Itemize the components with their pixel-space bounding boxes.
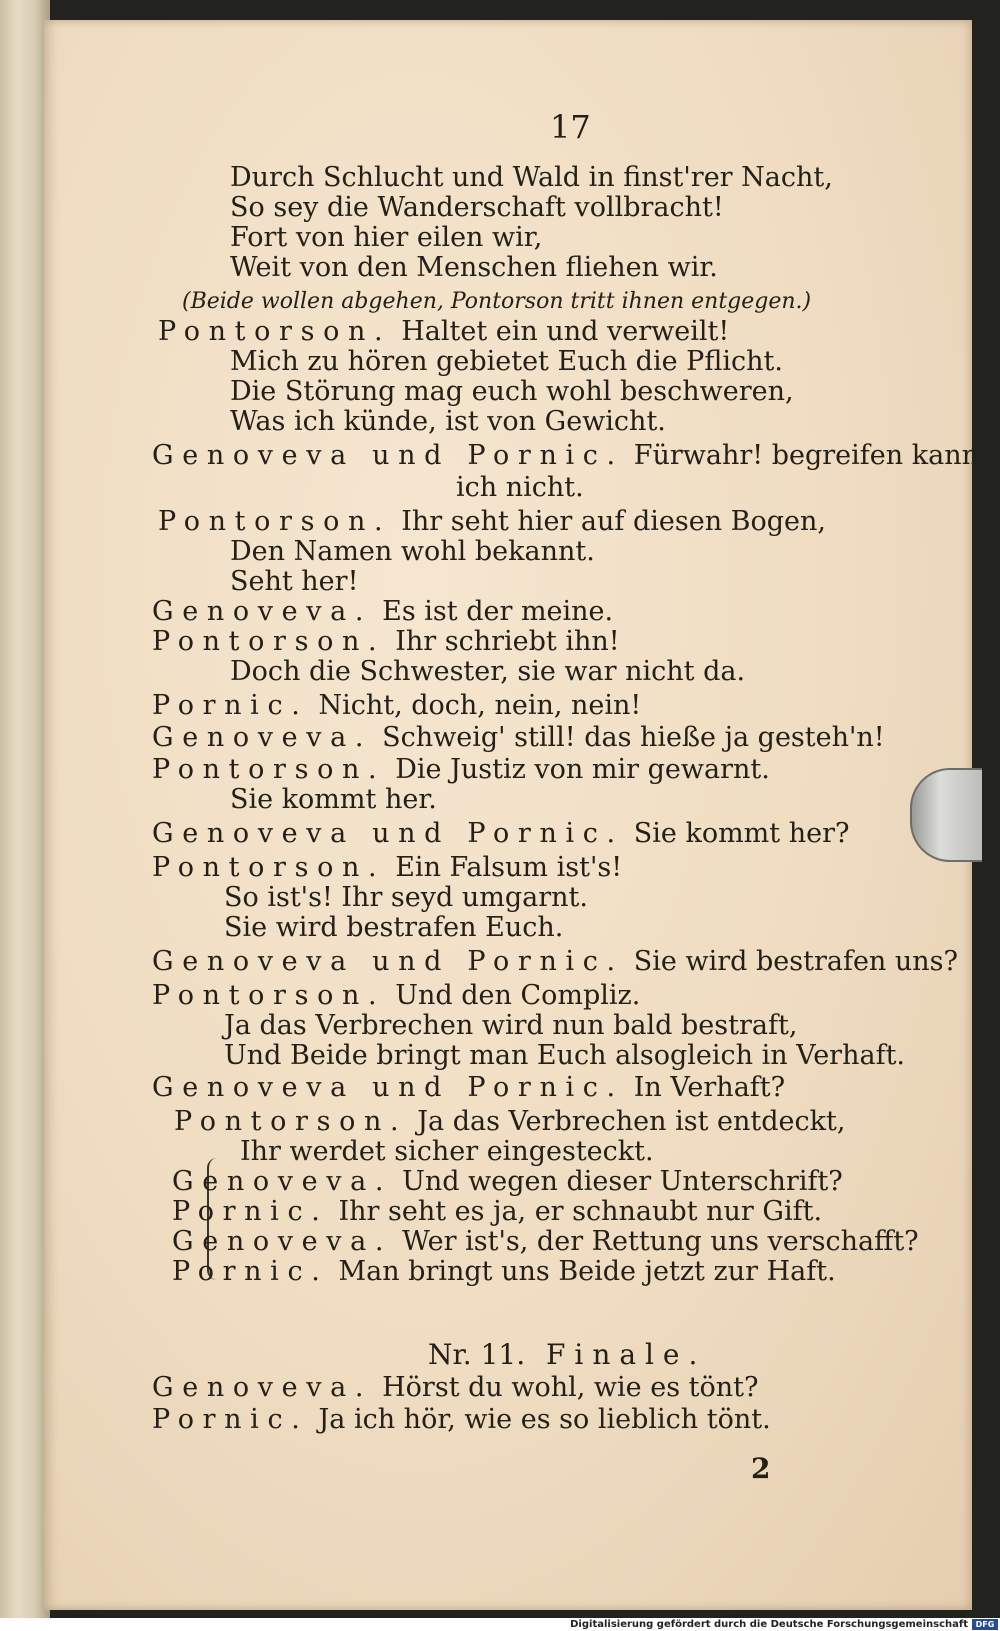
dialogue-line <box>158 506 826 538</box>
line-text: Sie wird bestrafen uns? <box>633 946 959 977</box>
speaker-name: Pontorson. <box>152 754 386 785</box>
line-text: Was ich künde, ist von Gewicht. <box>230 406 666 437</box>
line-text: Und den Compliz. <box>395 980 641 1011</box>
footer-bar <box>0 1618 1000 1631</box>
speaker-name: Pontorson. <box>174 1106 408 1137</box>
line-text: So ist's! Ihr seyd umgarnt. <box>224 882 588 913</box>
dialogue-line <box>152 1372 758 1404</box>
dialogue-line <box>152 754 770 786</box>
line-text: Es ist der meine. <box>382 596 614 627</box>
speaker-name: Pontorson. <box>152 852 386 883</box>
line-text: Sie wird bestrafen Euch. <box>224 912 564 943</box>
line-text: Doch die Schwester, sie war nicht da. <box>230 656 746 687</box>
section-number: Nr. 11. <box>428 1338 526 1371</box>
line-text: Und wegen dieser Unterschrift? <box>402 1166 843 1197</box>
speaker-name: Genoveva und Pornic. <box>152 946 624 977</box>
dialogue-line <box>152 626 620 658</box>
line-text: Man bringt uns Beide jetzt zur Haft. <box>338 1256 836 1287</box>
text-line <box>230 656 745 688</box>
speaker-name: Genoveva. <box>152 596 373 627</box>
speaker-name: Genoveva. <box>172 1226 393 1257</box>
section-title: Finale. <box>546 1338 707 1371</box>
text-line <box>240 1136 654 1168</box>
line-text: Fort von hier eilen wir, <box>230 222 543 253</box>
dialogue-line <box>172 1196 822 1228</box>
line-text: Hörst du wohl, wie es tönt? <box>382 1372 759 1403</box>
text-line <box>230 346 783 378</box>
speaker-name: Genoveva. <box>172 1166 393 1197</box>
dfg-logo: DFG <box>972 1619 998 1630</box>
speaker-name: Genoveva und Pornic. <box>152 818 624 849</box>
text-line <box>224 1040 905 1072</box>
text-line <box>230 536 595 568</box>
line-text: Ihr seht es ja, er schnaubt nur Gift. <box>338 1196 823 1227</box>
text-line <box>224 912 563 944</box>
line-text: Ja das Verbrechen ist entdeckt, <box>417 1106 846 1137</box>
line-text: Die Störung mag euch wohl beschweren, <box>230 376 794 407</box>
dialogue-line <box>172 1226 919 1258</box>
line-text: Nicht, doch, nein, nein! <box>318 690 642 721</box>
speaker-name: Pornic. <box>152 690 309 721</box>
line-text: Schweig' still! das hieße ja gesteh'n! <box>382 722 885 753</box>
dialogue-line <box>152 1404 771 1436</box>
line-text: Ein Falsum ist's! <box>395 852 623 883</box>
text-line <box>230 784 437 816</box>
line-text: Mich zu hören gebietet Euch die Pflicht. <box>230 346 783 377</box>
line-text: Ja ich hör, wie es so lieblich tönt. <box>318 1404 771 1435</box>
text-line <box>230 222 542 254</box>
dialogue-line <box>152 946 958 978</box>
line-text: Sie kommt her? <box>633 818 850 849</box>
line-text: Ihr seht hier auf diesen Bogen, <box>401 506 827 537</box>
footer-credit: Digitalisierung gefördert durch die Deutsche Forschungsgemeinschaft <box>570 1619 968 1630</box>
dialogue-line <box>152 980 640 1012</box>
line-text: Die Justiz von mir gewarnt. <box>395 754 770 785</box>
line-text: Seht her! <box>230 566 359 597</box>
speaker-name: Pornic. <box>172 1196 329 1227</box>
dialogue-line <box>152 722 885 754</box>
signature-mark: 2 <box>751 1452 771 1485</box>
line-text: Und Beide bringt man Euch alsogleich in Verhaft. <box>224 1040 905 1071</box>
line-text: ich nicht. <box>456 472 584 503</box>
speaker-name: Pornic. <box>172 1256 329 1287</box>
text-line <box>456 472 584 504</box>
speaker-name: Pornic. <box>152 1404 309 1435</box>
dialogue-line <box>172 1166 843 1198</box>
speaker-name: Pontorson. <box>158 316 392 347</box>
text-line <box>230 162 833 194</box>
line-text: Ihr schriebt ihn! <box>395 626 620 657</box>
speaker-name: Pontorson. <box>152 980 386 1011</box>
dialogue-line <box>152 852 622 884</box>
text-line <box>224 882 588 914</box>
dialogue-line <box>174 1106 845 1138</box>
speaker-name: Pontorson. <box>158 506 392 537</box>
text-line <box>230 376 794 408</box>
stage-direction <box>182 286 811 318</box>
line-text: Ja das Verbrechen wird nun bald bestraft, <box>224 1010 798 1041</box>
left-page-edge <box>0 0 50 1618</box>
page-number: 17 <box>550 108 591 146</box>
line-text: In Verhaft? <box>633 1072 786 1103</box>
line-text: Ihr werdet sicher eingesteckt. <box>240 1136 654 1167</box>
line-text: So sey die Wanderschaft vollbracht! <box>230 192 724 223</box>
dialogue-line <box>158 316 729 348</box>
speaker-name: Genoveva und Pornic. <box>152 440 624 471</box>
text-line <box>230 192 724 224</box>
speaker-name: Genoveva und Pornic. <box>152 1072 624 1103</box>
dialogue-line <box>152 818 849 850</box>
page-clip <box>910 768 982 862</box>
dialogue-line <box>152 690 641 722</box>
line-text: Durch Schlucht und Wald in finst'rer Nacht, <box>230 162 833 193</box>
line-text: Wer ist's, der Rettung uns verschafft? <box>402 1226 919 1257</box>
dialogue-line <box>152 1072 785 1104</box>
book-page <box>44 20 979 1610</box>
line-text: Fürwahr! begreifen kann <box>633 440 979 471</box>
dialogue-line <box>152 440 979 472</box>
text-line <box>224 1010 797 1042</box>
line-text: Den Namen wohl bekannt. <box>230 536 595 567</box>
text-line <box>230 252 718 284</box>
text-line <box>230 406 666 438</box>
line-text: Haltet ein und verweilt! <box>401 316 730 347</box>
line-text: Weit von den Menschen fliehen wir. <box>230 252 718 283</box>
dialogue-line <box>152 596 613 628</box>
text-line <box>230 566 358 598</box>
speaker-name: Pontorson. <box>152 626 386 657</box>
speaker-name: Genoveva. <box>152 722 373 753</box>
line-text: (Beide wollen abgehen, Pontorson tritt ihnen entgegen.) <box>182 289 812 314</box>
section-heading <box>428 1338 716 1371</box>
line-text: Sie kommt her. <box>230 784 437 815</box>
speaker-name: Genoveva. <box>152 1372 373 1403</box>
dialogue-line <box>172 1256 836 1288</box>
